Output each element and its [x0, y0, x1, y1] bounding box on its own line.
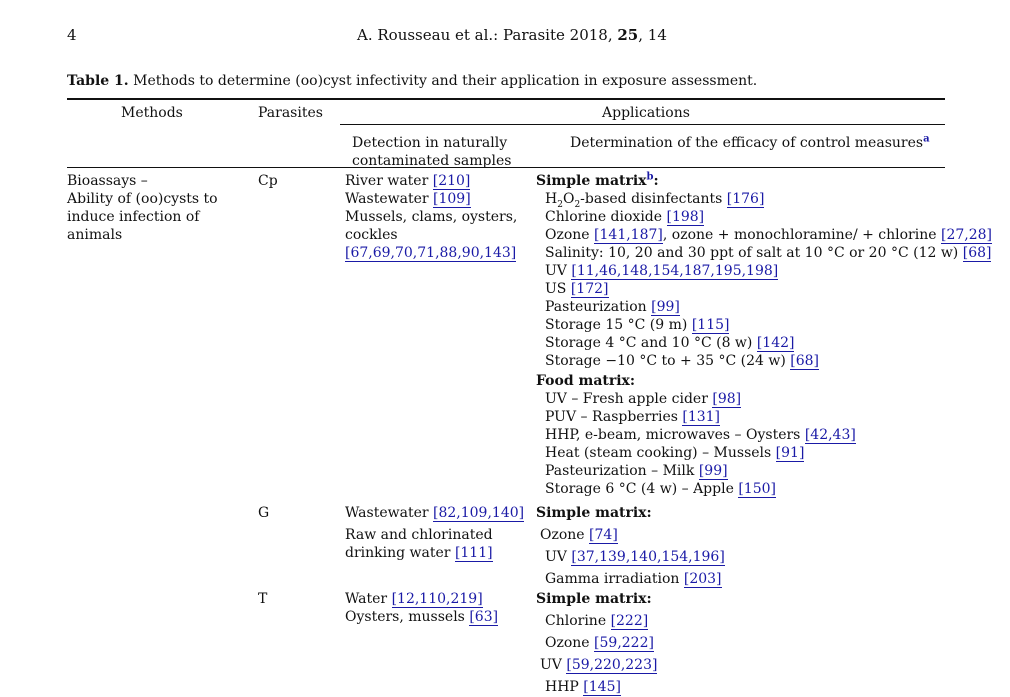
simple-matrix-heading: Simple matrix$^b$: — [536, 171, 659, 189]
simple-item: Ozone [59,222] — [545, 635, 654, 651]
simple-item: Chlorine [222] — [545, 613, 649, 629]
method-cell — [67, 172, 218, 244]
simple-item: Storage 15 °C (9 m) [115] — [545, 317, 730, 333]
citation-link[interactable]: [210] — [432, 173, 471, 189]
citation-link[interactable]: [12,110,219] — [391, 591, 483, 607]
detection-item: Oysters, mussels [63] — [345, 609, 499, 625]
citation-link[interactable]: [115] — [691, 317, 730, 333]
table-label: Table 1. — [67, 73, 129, 89]
header-efficacy — [570, 134, 930, 152]
citation-link[interactable]: [203] — [683, 571, 722, 587]
citation-link[interactable]: [198] — [666, 209, 705, 225]
citation-link[interactable]: [68] — [790, 353, 820, 369]
t-applications-cell — [536, 590, 657, 696]
food-item: Heat (steam cooking) – Mussels [91] — [545, 445, 805, 461]
citation-link[interactable]: [222] — [610, 613, 649, 629]
simple-item: UV [59,220,223] — [540, 657, 658, 673]
cp-detection-cell — [345, 172, 517, 262]
parasite-g: G — [258, 505, 270, 521]
parasite-cp: Cp — [258, 173, 278, 189]
header-detection-line2: contaminated samples — [352, 153, 512, 169]
citation-link[interactable]: [37,139,140,154,196] — [571, 549, 725, 565]
header-applications: Applications — [602, 105, 690, 121]
h2o2-item: $H_2O_2$-based disinfectants [176] — [545, 191, 765, 210]
citation-link[interactable]: [150] — [738, 481, 776, 497]
footnote-b-link[interactable]: b — [646, 171, 654, 183]
simple-item: Ozone [74] — [540, 527, 618, 543]
simple-item: Salinity: 10, 20 and 30 ppt of salt at 10 °C or 20 °C (12 w) [68] — [545, 245, 992, 261]
simple-matrix-heading: Simple matrix: — [536, 591, 652, 607]
citation-link[interactable]: [109] — [433, 191, 471, 207]
cp-applications-cell — [536, 172, 992, 498]
food-item: Storage 6 °C (4 w) – Apple [150] — [545, 481, 776, 497]
method-line: induce infection of — [67, 209, 200, 225]
citation-link[interactable]: [59,220,223] — [566, 657, 658, 673]
simple-item-ozone: Ozone [141,187], ozone + monochloramine/ + chlorine [27,28] — [545, 227, 992, 243]
detection-item: River water [210] — [345, 173, 471, 189]
simple-item: UV [37,139,140,154,196] — [545, 549, 725, 565]
citation-link[interactable]: [99] — [698, 463, 728, 479]
header-methods: Methods — [121, 105, 183, 121]
table-top-rule — [67, 98, 945, 100]
simple-item: Pasteurization [99] — [545, 299, 680, 315]
citation-link[interactable]: [59,222] — [594, 635, 654, 651]
detection-item: Water [12,110,219] — [345, 591, 483, 607]
citation-link[interactable]: [176] — [726, 191, 765, 207]
simple-item: Storage −10 °C to + 35 °C (24 w) [68] — [545, 353, 820, 369]
detection-item: Wastewater [109] — [345, 191, 471, 207]
food-matrix-heading: Food matrix: — [536, 373, 636, 389]
citation-link[interactable]: [42,43] — [804, 427, 856, 443]
citation-link[interactable]: [172] — [570, 281, 609, 297]
simple-item: Gamma irradiation [203] — [545, 571, 722, 587]
detection-item: Raw and chlorinated — [345, 527, 493, 543]
g-detection-cell — [345, 504, 524, 562]
applications-rule — [340, 124, 945, 125]
simple-item: UV [11,46,148,154,187,195,198] — [545, 263, 779, 279]
citation-link[interactable]: [68] — [962, 245, 992, 261]
header-detection — [352, 134, 511, 170]
g-applications-cell — [536, 504, 725, 588]
parasite-t: T — [258, 591, 268, 607]
running-head-authors: A. Rousseau et al.: Parasite 2018, — [357, 26, 618, 44]
t-detection-cell — [345, 590, 498, 626]
page-number: 4 — [67, 26, 77, 44]
food-item: Pasteurization – Milk [99] — [545, 463, 728, 479]
citation-link[interactable]: [141,187] — [594, 227, 663, 243]
citation-link[interactable]: [111] — [454, 545, 493, 561]
citation-link[interactable]: [63] — [469, 609, 499, 625]
citation-link[interactable]: [67,69,70,71,88,90,143] — [345, 245, 517, 261]
simple-item: Chlorine dioxide [198] — [545, 209, 705, 225]
running-head-volume: 25 — [617, 26, 639, 44]
citation-link[interactable]: [91] — [775, 445, 805, 461]
citation-link[interactable]: [82,109,140] — [433, 505, 525, 521]
header-parasites: Parasites — [258, 105, 323, 121]
food-item: PUV – Raspberries [131] — [545, 409, 721, 425]
detection-item: drinking water [111] — [345, 545, 493, 561]
food-item: HHP, e-beam, microwaves – Oysters [42,43] — [545, 427, 856, 443]
detection-item: cockles — [345, 227, 398, 243]
detection-item — [345, 244, 517, 262]
running-head-issue: , 14 — [638, 26, 667, 44]
food-item: UV – Fresh apple cider [98] — [545, 391, 742, 407]
method-line: animals — [67, 227, 123, 243]
simple-matrix-heading: Simple matrix: — [536, 505, 652, 521]
detection-item: Mussels, clams, oysters, — [345, 209, 518, 225]
running-head — [357, 26, 667, 44]
table-caption — [67, 72, 757, 90]
citation-link[interactable]: [131] — [682, 409, 721, 425]
method-line: Ability of (oo)cysts to — [67, 191, 218, 207]
method-line: Bioassays – — [67, 173, 148, 189]
table-caption-text: Methods to determine (oo)cyst infectivity and their application in exposure assessment. — [133, 73, 758, 89]
citation-link[interactable]: [145] — [583, 679, 621, 695]
citation-link[interactable]: [11,46,148,154,187,195,198] — [571, 263, 779, 279]
header-detection-line1: Detection in naturally — [352, 135, 508, 151]
citation-link[interactable]: [98] — [712, 391, 742, 407]
simple-item: Storage 4 °C and 10 °C (8 w) [142] — [545, 335, 795, 351]
citation-link[interactable]: [142] — [756, 335, 795, 351]
simple-item: HHP [145] — [545, 679, 621, 695]
simple-item: US [172] — [545, 281, 609, 297]
detection-item: Wastewater [82,109,140] — [345, 505, 525, 521]
citation-link[interactable]: [99] — [651, 299, 680, 315]
citation-link[interactable]: [74] — [589, 527, 618, 543]
header-efficacy-text: Determination of the efficacy of control measures — [570, 135, 924, 151]
header-efficacy-footnote[interactable]: a — [923, 133, 930, 145]
citation-link[interactable]: [27,28] — [940, 227, 992, 243]
